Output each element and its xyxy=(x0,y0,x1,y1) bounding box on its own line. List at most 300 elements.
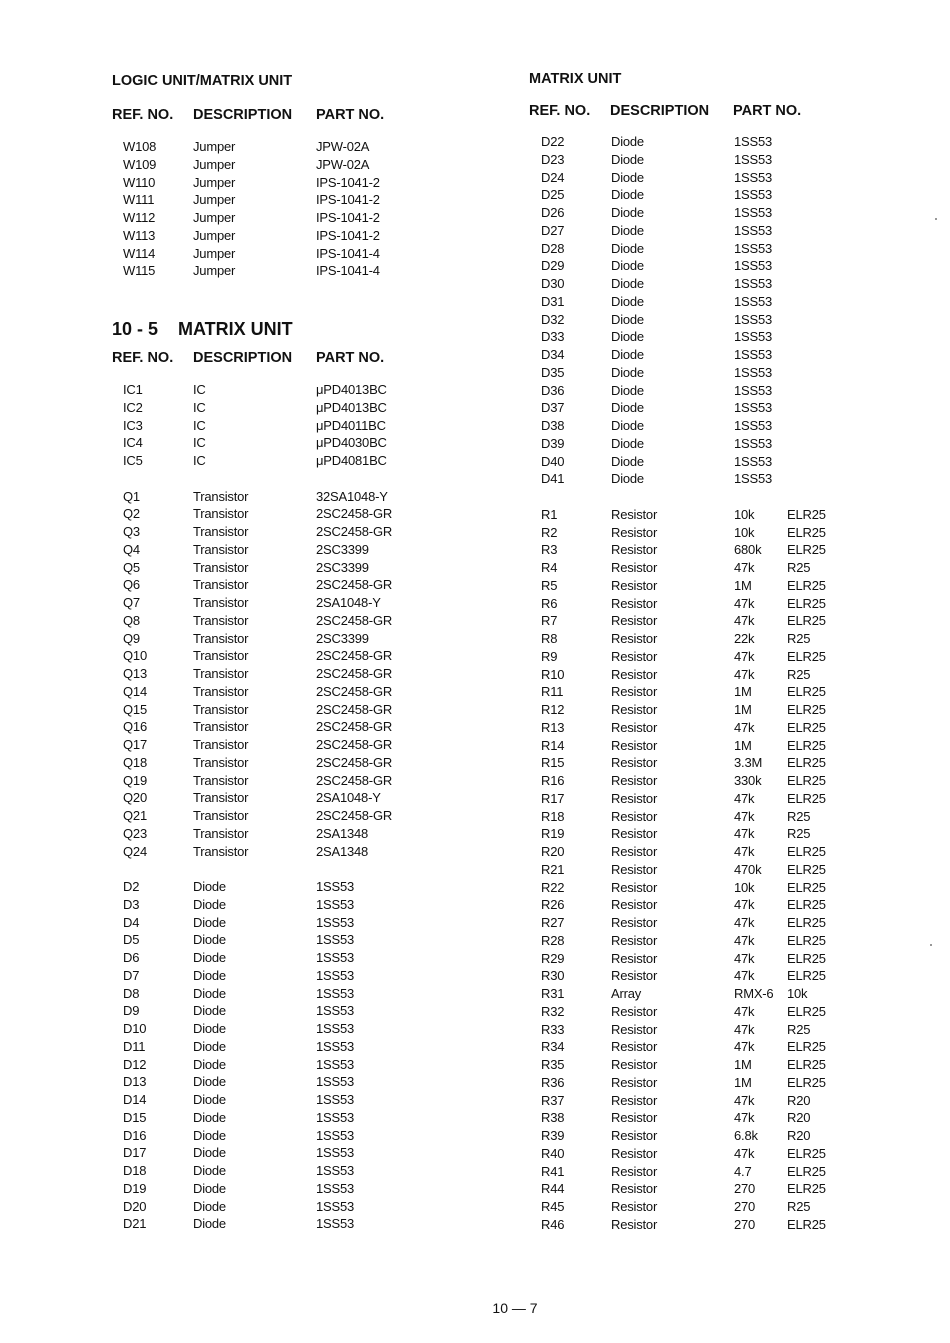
description-cell: IC xyxy=(193,399,206,415)
description-cell: Diode xyxy=(611,400,644,416)
description-cell: IC xyxy=(193,417,206,433)
table-row xyxy=(529,240,909,258)
description-cell: Transistor xyxy=(193,630,249,646)
table-row xyxy=(529,1038,909,1056)
resistor-parts-table xyxy=(529,506,909,1234)
description-cell: Transistor xyxy=(193,825,249,841)
table-row xyxy=(112,138,492,156)
description-cell: Diode xyxy=(611,222,644,238)
description-cell: Diode xyxy=(611,293,644,309)
part-no-cell: IPS-1041-2 xyxy=(316,192,380,208)
ref-cell: D9 xyxy=(123,1003,140,1019)
table-row xyxy=(112,914,492,932)
ref-cell: R34 xyxy=(541,1039,565,1055)
table-row xyxy=(529,311,909,329)
part-no-cell: IPS-1041-4 xyxy=(316,263,380,279)
description-cell: Diode xyxy=(193,1216,226,1232)
table-row xyxy=(112,381,492,399)
part-no-cell: 1SS53 xyxy=(316,914,355,930)
part-no-cell: 1SS53 xyxy=(734,293,773,309)
description-cell: Resistor xyxy=(611,702,658,717)
ref-cell: R10 xyxy=(541,666,565,682)
ref-cell: D33 xyxy=(541,329,565,345)
table-row xyxy=(112,949,492,967)
ref-cell: Q1 xyxy=(123,488,140,504)
part-no-cell: IPS-1041-2 xyxy=(316,210,380,225)
description-cell: Diode xyxy=(611,169,644,185)
description-cell: IC xyxy=(193,453,206,468)
description-cell: Transistor xyxy=(193,683,249,699)
matrix-table-header xyxy=(112,349,492,367)
ref-cell: R33 xyxy=(541,1021,565,1037)
part-no-cell: 6.8k xyxy=(734,1128,758,1143)
section-title: MATRIX UNIT xyxy=(178,319,293,339)
description-cell: Transistor xyxy=(193,559,249,575)
description-cell: Resistor xyxy=(611,1199,658,1214)
table-row xyxy=(529,1145,909,1163)
part-spec-cell: R20 xyxy=(787,1092,811,1108)
ref-cell: W109 xyxy=(123,156,157,172)
ref-cell: R44 xyxy=(541,1181,565,1197)
description-cell: Jumper xyxy=(193,263,236,279)
part-no-cell: JPW-02A xyxy=(316,156,370,172)
ref-cell: D2 xyxy=(123,879,140,894)
description-cell: Resistor xyxy=(611,915,658,930)
ref-cell: D29 xyxy=(541,258,565,274)
description-cell: Resistor xyxy=(611,506,658,522)
table-row xyxy=(529,293,909,311)
table-row xyxy=(529,470,909,488)
table-row xyxy=(529,1163,909,1181)
part-spec-cell xyxy=(787,151,847,169)
table-row xyxy=(529,772,909,790)
left-column xyxy=(112,72,492,1233)
part-spec-cell: ELR25 xyxy=(787,950,826,966)
description-cell: Transistor xyxy=(193,772,249,788)
part-no-cell: 1SS53 xyxy=(734,364,773,380)
ref-cell: D31 xyxy=(541,293,565,309)
ref-cell: W115 xyxy=(123,263,156,279)
part-spec-cell: ELR25 xyxy=(787,1074,826,1090)
part-no-cell: 1SS53 xyxy=(734,151,773,167)
diode-parts-table-right xyxy=(529,133,909,488)
part-spec-cell xyxy=(787,222,847,240)
description-header: DESCRIPTION xyxy=(193,350,293,366)
description-cell: Resistor xyxy=(611,1003,658,1019)
part-spec-cell: ELR25 xyxy=(787,915,826,930)
ref-cell: W111 xyxy=(123,192,155,208)
description-cell: Resistor xyxy=(611,1181,658,1197)
part-spec-cell: R20 xyxy=(787,1110,811,1126)
ref-cell: R40 xyxy=(541,1145,565,1161)
part-spec-cell: R25 xyxy=(787,560,811,575)
ic-parts-table xyxy=(112,381,492,470)
part-no-cell: 1SS53 xyxy=(316,967,355,983)
table-row xyxy=(529,1109,909,1127)
logic-parts-table xyxy=(112,138,492,280)
part-no-cell: 270 xyxy=(734,1216,756,1232)
description-cell: Transistor xyxy=(193,808,249,823)
part-spec-cell xyxy=(787,364,847,382)
description-cell: Resistor xyxy=(611,1163,658,1179)
description-cell: Transistor xyxy=(193,719,249,735)
part-spec-cell: ELR25 xyxy=(787,968,826,984)
description-cell: Resistor xyxy=(611,542,658,558)
part-spec-cell xyxy=(787,382,847,400)
ref-cell: D24 xyxy=(541,169,565,185)
part-spec-cell xyxy=(787,257,847,275)
description-cell: Diode xyxy=(611,151,644,167)
ref-cell: D18 xyxy=(123,1163,147,1178)
description-cell: Diode xyxy=(611,258,644,274)
table-row xyxy=(529,967,909,985)
part-no-cell: 2SC3399 xyxy=(316,541,369,557)
scan-speck xyxy=(935,218,937,220)
part-spec-cell: R25 xyxy=(787,1199,811,1214)
ref-cell: R30 xyxy=(541,968,565,984)
part-no-cell: RMX-6 xyxy=(734,986,774,1001)
table-row xyxy=(529,204,909,222)
description-cell: Resistor xyxy=(611,737,658,753)
table-row xyxy=(112,523,492,541)
table-row xyxy=(529,861,909,879)
part-no-cell: 10k xyxy=(734,506,755,522)
ref-cell: R13 xyxy=(541,719,565,735)
part-no-cell: 2SC2458-GR xyxy=(316,719,393,735)
table-row xyxy=(529,879,909,897)
ref-cell: R6 xyxy=(541,595,558,611)
part-no-cell: μPD4011BC xyxy=(316,417,386,433)
logic-matrix-unit-title: LOGIC UNIT/MATRIX UNIT xyxy=(112,73,293,89)
description-cell: Diode xyxy=(193,1127,226,1143)
part-no-cell: 3.3M xyxy=(734,755,763,771)
description-cell: Transistor xyxy=(193,754,249,770)
part-no-cell: 47k xyxy=(734,968,755,984)
ref-cell: Q3 xyxy=(123,524,140,539)
part-spec-cell xyxy=(787,417,847,435)
description-cell: Diode xyxy=(611,471,644,487)
description-cell: Diode xyxy=(611,435,644,451)
part-no-cell: 47k xyxy=(734,826,755,842)
ref-cell: R3 xyxy=(541,542,558,558)
ref-cell: R41 xyxy=(541,1163,565,1179)
part-spec-cell: R25 xyxy=(787,808,811,824)
part-no-cell: 47k xyxy=(734,1092,755,1108)
part-no-cell: 2SC2458-GR xyxy=(316,648,393,664)
part-no-cell: 1SS53 xyxy=(734,329,773,345)
ref-cell: D39 xyxy=(541,435,565,451)
table-row xyxy=(112,665,492,683)
part-spec-cell: ELR25 xyxy=(787,1181,826,1197)
part-no-cell: 2SC2458-GR xyxy=(316,683,393,699)
table-row xyxy=(112,1073,492,1091)
ref-cell: W112 xyxy=(123,210,156,225)
table-row xyxy=(112,559,492,577)
ref-cell: R29 xyxy=(541,950,565,966)
ref-cell: R27 xyxy=(541,915,565,930)
ref-cell: R17 xyxy=(541,790,565,806)
ref-cell: R4 xyxy=(541,560,558,575)
part-spec-cell: ELR25 xyxy=(787,861,826,877)
description-cell: IC xyxy=(193,435,206,451)
part-no-cell: 1SS53 xyxy=(734,276,773,291)
table-row xyxy=(529,1198,909,1216)
table-row xyxy=(529,364,909,382)
description-cell: Diode xyxy=(193,1003,226,1019)
part-no-cell: 47k xyxy=(734,666,755,682)
ref-cell: R26 xyxy=(541,897,565,913)
ref-cell: Q4 xyxy=(123,541,140,557)
part-no-cell: 1M xyxy=(734,1057,752,1072)
ref-cell: R8 xyxy=(541,631,558,646)
part-spec-cell: R25 xyxy=(787,631,811,646)
ref-cell: W113 xyxy=(123,227,156,243)
description-cell: Transistor xyxy=(193,595,249,610)
table-row xyxy=(112,417,492,435)
description-cell: Diode xyxy=(193,1038,226,1054)
part-spec-cell: ELR25 xyxy=(787,1163,826,1179)
description-cell: Resistor xyxy=(611,861,658,877)
part-spec-cell: ELR25 xyxy=(787,1145,826,1161)
description-cell: Jumper xyxy=(193,192,236,208)
ref-cell: Q13 xyxy=(123,666,147,681)
table-row xyxy=(529,950,909,968)
table-row xyxy=(529,666,909,684)
diode-parts-table xyxy=(112,878,492,1233)
table-row xyxy=(112,1109,492,1127)
description-cell: Diode xyxy=(193,1163,226,1178)
ref-cell: D16 xyxy=(123,1127,147,1143)
ref-cell: D4 xyxy=(123,914,140,930)
part-no-cell: 1SS53 xyxy=(734,240,773,256)
part-no-cell: 1M xyxy=(734,737,752,753)
description-cell: Transistor xyxy=(193,701,249,717)
description-cell: Resistor xyxy=(611,968,658,984)
part-no-cell: 1SS53 xyxy=(316,932,355,948)
ref-cell: D26 xyxy=(541,205,565,220)
part-no-cell: 1SS53 xyxy=(734,205,773,220)
description-cell: Resistor xyxy=(611,577,658,593)
part-spec-cell: ELR25 xyxy=(787,755,826,771)
description-cell: Resistor xyxy=(611,790,658,806)
part-no-cell: 47k xyxy=(734,1003,755,1019)
table-row xyxy=(112,985,492,1003)
table-row xyxy=(529,683,909,701)
ref-cell: Q8 xyxy=(123,612,140,628)
part-no-cell: 2SC2458-GR xyxy=(316,701,393,717)
ref-cell: D34 xyxy=(541,347,565,362)
ref-cell: IC2 xyxy=(123,399,143,415)
part-no-cell: 2SC2458-GR xyxy=(316,808,393,823)
part-no-cell: 1SS53 xyxy=(316,1163,355,1178)
ref-cell: D35 xyxy=(541,364,565,380)
part-spec-cell: ELR25 xyxy=(787,506,826,522)
table-row xyxy=(529,701,909,719)
ref-cell: Q14 xyxy=(123,683,147,699)
table-row xyxy=(112,701,492,719)
description-cell: Diode xyxy=(611,276,644,291)
ref-cell: R5 xyxy=(541,577,558,593)
part-spec-cell: R25 xyxy=(787,666,811,682)
part-no-cell: 1SS53 xyxy=(734,453,773,469)
part-no-cell: 2SC3399 xyxy=(316,559,369,575)
part-no-cell: 1SS53 xyxy=(734,347,773,362)
table-row xyxy=(529,524,909,542)
part-no-cell: 10k xyxy=(734,879,755,895)
ref-cell: D28 xyxy=(541,240,565,256)
description-cell: Transistor xyxy=(193,648,249,664)
ref-cell: R28 xyxy=(541,932,565,948)
ref-cell: D19 xyxy=(123,1180,147,1196)
part-no-cell: 1SS53 xyxy=(734,471,773,487)
ref-cell: R45 xyxy=(541,1199,565,1214)
table-row xyxy=(112,754,492,772)
ref-cell: D27 xyxy=(541,222,565,238)
description-cell: Diode xyxy=(193,1109,226,1125)
table-row xyxy=(529,648,909,666)
ref-cell: IC1 xyxy=(123,382,143,397)
description-cell: Diode xyxy=(193,932,226,948)
part-spec-cell: ELR25 xyxy=(787,648,826,664)
table-row xyxy=(112,683,492,701)
description-cell: Diode xyxy=(193,879,226,894)
ref-cell: Q10 xyxy=(123,648,147,664)
part-no-cell: 1SS53 xyxy=(316,1056,355,1072)
table-row xyxy=(529,932,909,950)
ref-cell: IC5 xyxy=(123,453,143,468)
ref-cell: D6 xyxy=(123,950,140,965)
logic-table-header xyxy=(112,106,492,124)
description-cell: Diode xyxy=(611,418,644,433)
description-cell: Diode xyxy=(193,1092,226,1107)
table-row xyxy=(529,808,909,826)
table-row xyxy=(529,1127,909,1145)
table-row xyxy=(529,737,909,755)
part-no-cell: 2SC2458-GR xyxy=(316,524,393,539)
ref-cell: IC3 xyxy=(123,417,143,433)
ref-cell: W108 xyxy=(123,139,157,154)
ref-cell: D3 xyxy=(123,896,140,912)
table-row xyxy=(529,186,909,204)
part-no-cell: 1SS53 xyxy=(734,400,773,416)
description-cell: Resistor xyxy=(611,1057,658,1072)
table-row xyxy=(529,1092,909,1110)
table-row xyxy=(112,262,492,280)
description-cell: Diode xyxy=(611,347,644,362)
ref-cell: D10 xyxy=(123,1021,147,1036)
ref-cell: D23 xyxy=(541,151,565,167)
part-spec-cell xyxy=(787,169,847,187)
part-no-cell: 1SS53 xyxy=(316,985,355,1001)
part-no-cell: 2SC2458-GR xyxy=(316,772,393,788)
description-cell: Diode xyxy=(193,1180,226,1196)
part-spec-cell xyxy=(787,346,847,364)
ref-cell: D8 xyxy=(123,985,140,1001)
part-no-cell: μPD4030BC xyxy=(316,435,387,451)
part-no-cell: 47k xyxy=(734,1110,755,1126)
ref-cell: R7 xyxy=(541,613,558,629)
table-row xyxy=(529,559,909,577)
description-cell: Resistor xyxy=(611,950,658,966)
part-no-cell: 2SA1348 xyxy=(316,843,369,859)
description-cell: Diode xyxy=(611,364,644,380)
description-cell: Resistor xyxy=(611,1145,658,1161)
part-no-cell: 2SA1048-Y xyxy=(316,595,381,610)
table-row xyxy=(529,453,909,471)
part-no-cell: 1SS53 xyxy=(316,1198,355,1214)
part-spec-cell: ELR25 xyxy=(787,577,826,593)
part-no-cell: IPS-1041-2 xyxy=(316,227,380,243)
description-cell: Diode xyxy=(193,950,226,965)
transistor-parts-table xyxy=(112,488,492,861)
part-no-cell: 2SC2458-GR xyxy=(316,506,393,522)
description-cell: Resistor xyxy=(611,897,658,913)
table-row xyxy=(112,174,492,192)
table-row xyxy=(529,435,909,453)
part-no-cell: 47k xyxy=(734,808,755,824)
part-no-cell: 1SS53 xyxy=(316,950,355,965)
ref-cell: Q5 xyxy=(123,559,140,575)
ref-cell: D38 xyxy=(541,418,565,433)
description-cell: Transistor xyxy=(193,737,249,752)
part-spec-cell: ELR25 xyxy=(787,542,826,558)
description-cell: Jumper xyxy=(193,174,236,190)
description-cell: Resistor xyxy=(611,631,658,646)
description-cell: Diode xyxy=(193,896,226,912)
description-cell: Jumper xyxy=(193,156,236,172)
table-row xyxy=(529,825,909,843)
part-spec-cell: ELR25 xyxy=(787,684,826,700)
description-cell: Resistor xyxy=(611,613,658,629)
ref-cell: W114 xyxy=(123,245,156,261)
part-no-cell: 680k xyxy=(734,542,762,558)
description-cell: Resistor xyxy=(611,1039,658,1055)
description-cell: Diode xyxy=(611,329,644,345)
table-row xyxy=(529,222,909,240)
part-no-cell: 1SS53 xyxy=(316,1038,355,1054)
description-cell: Diode xyxy=(193,1074,226,1090)
description-cell: Diode xyxy=(611,453,644,469)
description-cell: Resistor xyxy=(611,844,658,859)
description-cell: Resistor xyxy=(611,1092,658,1108)
table-row xyxy=(529,577,909,595)
part-spec-cell: ELR25 xyxy=(787,790,826,806)
part-no-cell: 1SS53 xyxy=(734,222,773,238)
ref-cell: Q6 xyxy=(123,577,140,593)
table-row xyxy=(529,275,909,293)
part-no-cell: 470k xyxy=(734,861,762,877)
ref-cell: D36 xyxy=(541,382,565,398)
ref-cell: IC4 xyxy=(123,435,143,451)
description-cell: Resistor xyxy=(611,560,658,575)
table-row xyxy=(112,1038,492,1056)
table-row xyxy=(112,1020,492,1038)
part-spec-cell xyxy=(787,435,847,453)
part-spec-cell: ELR25 xyxy=(787,844,826,859)
table-row xyxy=(529,754,909,772)
part-spec-cell xyxy=(787,275,847,293)
part-spec-cell: ELR25 xyxy=(787,1216,826,1232)
part-no-cell: 22k xyxy=(734,631,755,646)
ref-cell: D12 xyxy=(123,1056,147,1072)
table-row xyxy=(112,789,492,807)
table-row xyxy=(529,169,909,187)
description-cell: Resistor xyxy=(611,879,658,895)
ref-cell: R2 xyxy=(541,524,558,540)
table-row xyxy=(112,399,492,417)
table-row xyxy=(529,1180,909,1198)
description-cell: Diode xyxy=(193,1198,226,1214)
